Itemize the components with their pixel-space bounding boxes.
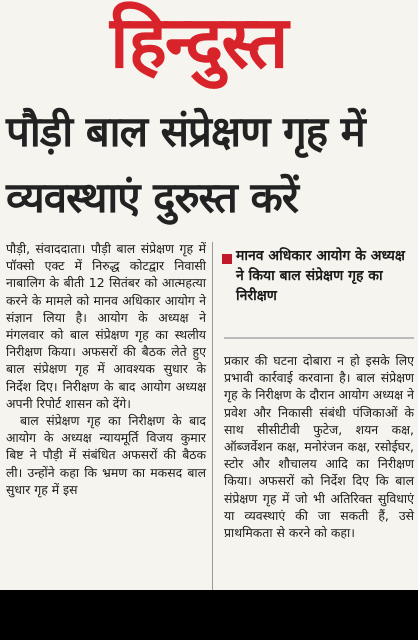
headline-line-1: पौड़ी बाल संप्रेक्षण गृह में xyxy=(6,107,365,156)
subheadline: मानव अधिकार आयोग के अध्यक्ष ने किया बाल संप्रेक्षण गृह का निरीक्षण xyxy=(236,248,405,304)
masthead-text: हिन्दुस्त xyxy=(110,0,287,84)
article-left-column xyxy=(6,240,206,498)
masthead-logo xyxy=(108,0,418,96)
article-paragraph: बाल संप्रेक्षण गृह का निरीक्षण के बाद आयोग के अध्यक्ष न्यायमूर्ति विजय कुमार बिष्ट ने पौड़ी में संबंधित अफसरों की बैठक ली। उन्होंने कहा कि भ्रमण का मकसद बाल सुधार गृह में इस xyxy=(6,413,206,497)
article-right-column xyxy=(224,352,414,541)
subhead-divider xyxy=(224,337,414,339)
column-divider xyxy=(212,242,213,590)
bullet-square-icon xyxy=(222,254,232,264)
headline-line-2: व्यवस्थाएं दुरुस्त करें xyxy=(6,173,298,222)
article-paragraph: पौड़ी, संवाददाता। पौड़ी बाल संप्रेक्षण गृह में पॉक्सो एक्ट में निरुद्ध कोटद्वार निवासी नाबालिग के बीती 12 सितंबर को आत्महत्या करने के मामले को मानव अधिकार आयोग ने संज्ञान लिया है। आयोग के अध्यक्ष ने मंगलवार को बाल संप्रेक्षण गृह का स्थलीय निरीक्षण किया। अफसरों की बैठक लेते हुए बाल संप्रेक्षण गृह में आवश्यक सुधार के निर्देश दिए। निरीक्षण के बाद आयोग अध्यक्ष अपनी रिपोर्ट शासन को देंगे। xyxy=(6,241,206,411)
article-paragraph: प्रकार की घटना दोबारा न हो इसके लिए प्रभावी कार्रवाई करवाना है। बाल संप्रेक्षण गृह के निरीक्षण के दौरान आयोग अध्यक्ष ने प्रवेश और निकासी संबंधी पंजिकाओं के साथ सीसीटीवी फुटेज, शयन कक्ष, ऑब्जर्वेशन कक्ष, मनोरंजन कक्ष, रसोईघर, स्टोर और शौचालय आदि का निरीक्षण किया। अफसरों को निर्देश दिए कि बाल संप्रेक्षण गृह में जो भी अतिरिक्त सुविधाएं या व्यवस्थाएं की जा सकती हैं, उसे प्राथमिकता से करने को कहा। xyxy=(224,353,414,541)
